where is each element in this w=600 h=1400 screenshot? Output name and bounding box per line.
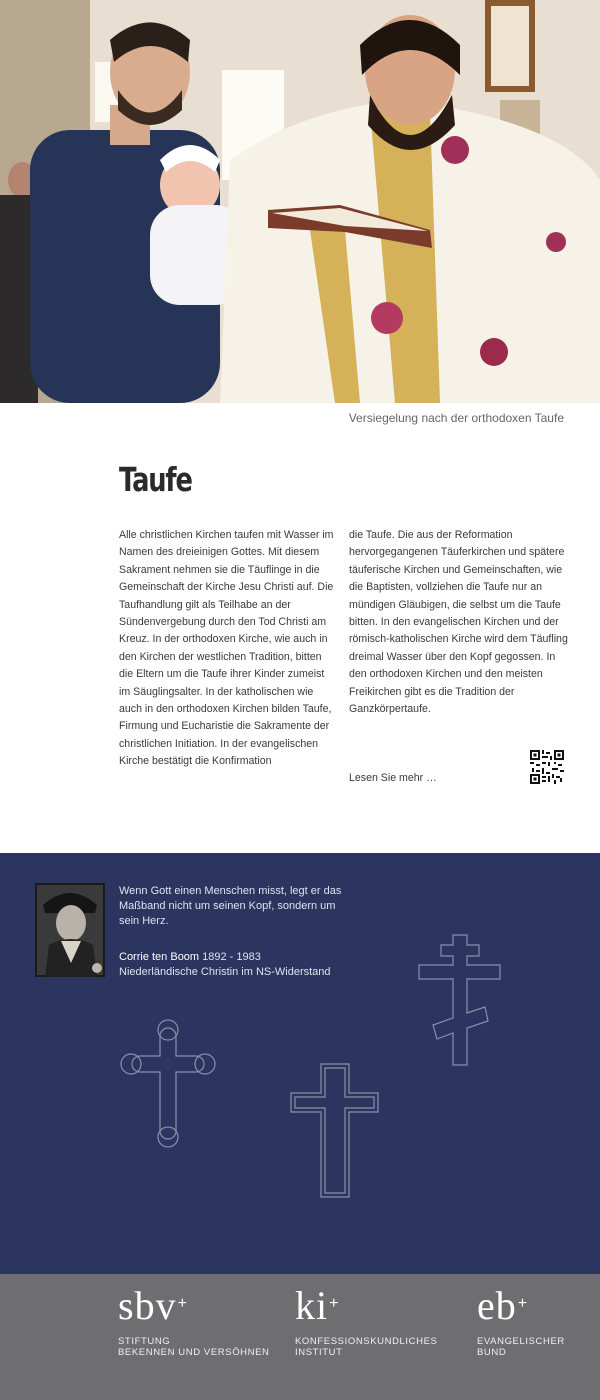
author-description: Niederländische Christin im NS-Widerstand	[119, 966, 331, 978]
logo-line: BEKENNEN UND VERSÖHNEN	[118, 1347, 270, 1358]
plus-icon: +	[517, 1295, 529, 1312]
article-paragraph: Alle christlichen Kirchen taufen mit Wasser im Namen des dreieinigen Gottes. Mit diesem Sakrament nehmen sie die Täuflinge in die Gemeinschaft der Kirche Jesu Christi auf. Die Taufhandlung gilt als Teilhabe an der Sündenvergebung durch den Tod Christi am Kreuz. In der orthodoxen Kirche, wie auch in den Kirchen der westlichen Tradition, bitten die Eltern um die Taufe ihrer Kinder zumeist im Säuglingsalter. In der katholischen wie auch in den orthodoxen Kirchen bilden Taufe, Firmung und Eucharistie die Sakramente der christlichen Initiation. In der evangelischen Kirche bestätigt die Konfirmation	[119, 529, 334, 768]
read-more-link[interactable]: Lesen Sie mehr …	[349, 772, 437, 784]
plus-icon: +	[329, 1295, 340, 1312]
author-years: 1892 - 1983	[199, 951, 261, 963]
logo-line: KONFESSIONSKUNDLICHES	[295, 1336, 438, 1347]
budded-cross-icon	[121, 1020, 215, 1147]
article-column-right	[349, 527, 569, 718]
article-column-left	[119, 527, 337, 771]
logo-mark: sbv	[118, 1283, 177, 1328]
logo-sbv[interactable]	[118, 1284, 270, 1358]
orthodox-cross-icon	[419, 935, 500, 1065]
logo-line: INSTITUT	[295, 1347, 343, 1358]
baptism-photo	[0, 0, 600, 403]
author-name: Corrie ten Boom	[119, 951, 200, 963]
logo-line: BUND	[477, 1347, 507, 1358]
article-paragraph: die Taufe. Die aus der Reformation hervorgegangenen Täuferkirchen und spätere täuferische Kirchen und Gemeinschaften, wie die Baptisten, vollziehen die Taufe nur an mündigen Gläubigen, die selbst um die Taufe bitten. In den evangelischen Kirchen und der römisch-katholischen Kirche wird dem Täufling dreimal Wasser über den Kopf gegossen. In den orthodoxen Kirchen und den meisten Freikirchen gibt es die Tradition der Ganzkörpertaufe.	[349, 529, 568, 716]
baptism-photo-illustration	[0, 0, 600, 403]
quote-text: Wenn Gott einen Menschen misst, legt er das Maßband nicht um seinen Kopf, sondern um sein Herz.	[119, 885, 342, 927]
page-title: Taufe	[119, 460, 192, 499]
logo-eb[interactable]	[477, 1284, 565, 1358]
latin-cross-icon	[291, 1064, 378, 1197]
qr-code-icon[interactable]	[530, 750, 564, 784]
crosses-decoration	[0, 853, 600, 1274]
photo-caption: Versiegelung nach der orthodoxen Taufe	[348, 411, 564, 425]
logo-line: STIFTUNG	[118, 1336, 171, 1347]
logo-ki[interactable]	[295, 1284, 437, 1358]
logo-mark: ki	[295, 1283, 329, 1328]
plus-icon: +	[177, 1295, 188, 1312]
logo-mark: eb	[477, 1283, 517, 1328]
logo-line: EVANGELISCHER	[477, 1336, 565, 1347]
